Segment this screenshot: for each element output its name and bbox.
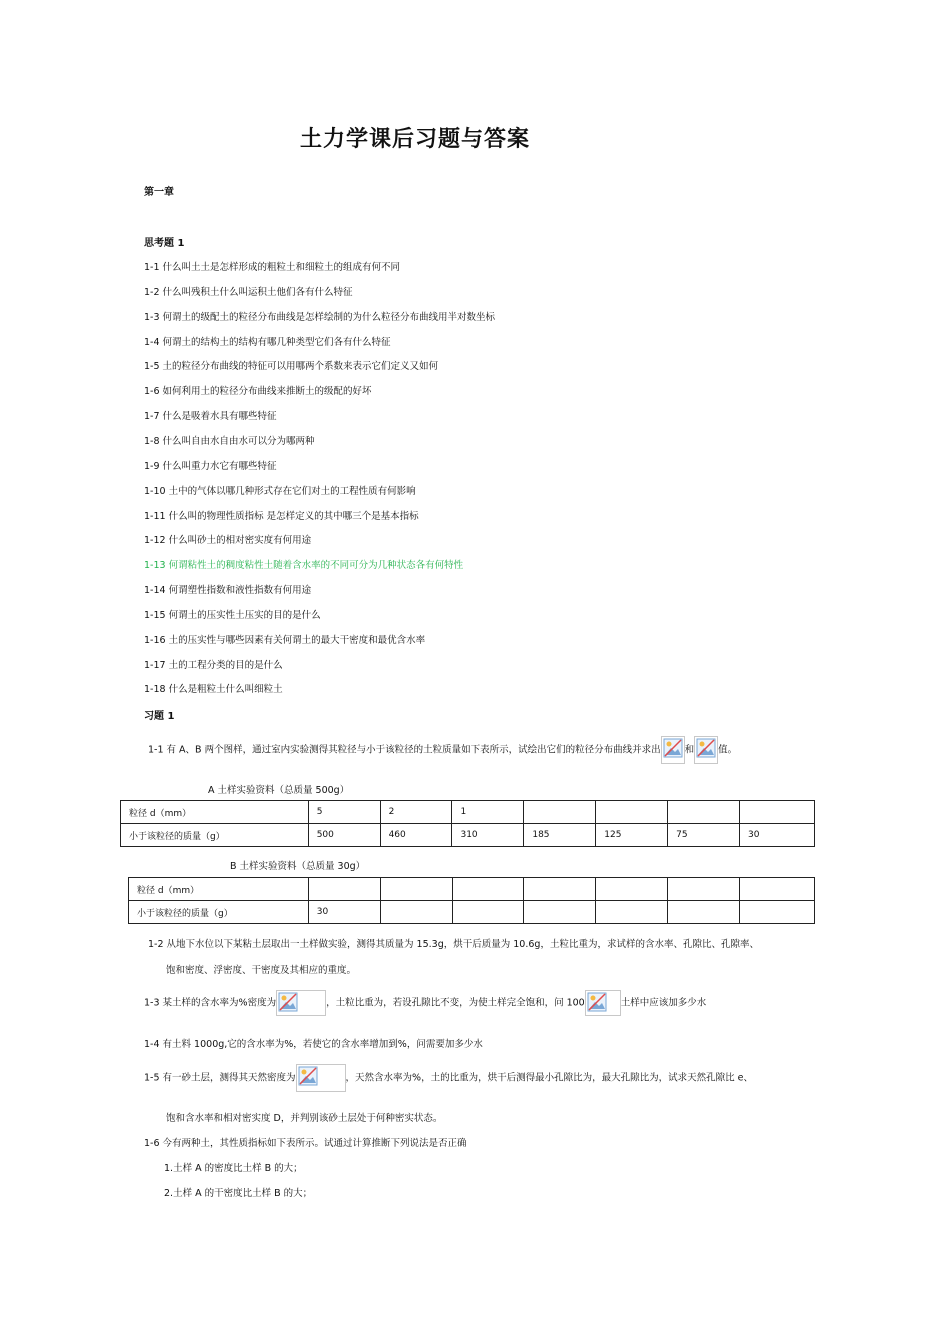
table-b-caption: B 土样实验资料（总质量 30g） (230, 861, 366, 872)
exercise-1-5-line2: 饱和含水率和相对密实度 D，并判别该砂土层处于何种密实状态。 (166, 1113, 443, 1124)
question-item: 1-13 何谓粘性土的稠度粘性土随着含水率的不同可分为几种状态各有何特性 (144, 560, 464, 571)
exercise-1-5-text-a: 1-5 有一砂土层，测得其天然密度为 (144, 1072, 296, 1084)
table-cell: 75 (668, 824, 740, 847)
question-item: 1-7 什么是吸着水具有哪些特征 (144, 411, 277, 422)
question-item: 1-10 土中的气体以哪几种形式存在它们对土的工程性质有何影响 (144, 486, 416, 497)
table-cell (524, 878, 596, 901)
table-row (121, 801, 815, 824)
table-cell (380, 901, 452, 924)
exercise-1-3-text-c: 土样中应该加多少水 (620, 997, 707, 1009)
table-cell (452, 878, 524, 901)
exercise-1-5 (144, 1064, 753, 1092)
chapter-heading: 第一章 (144, 187, 174, 198)
table-cell: 460 (380, 824, 452, 847)
questions-heading: 思考题 1 (144, 238, 185, 249)
table-cell (668, 801, 740, 824)
table-cell: 粒径 d（mm） (121, 801, 309, 824)
table-cell (524, 901, 596, 924)
table-cell: 小于该粒径的质量（g） (129, 901, 309, 924)
image-placeholder-icon (585, 990, 621, 1016)
exercise-1-3 (144, 990, 706, 1016)
table-cell: 1 (452, 801, 524, 824)
image-placeholder-icon (694, 736, 718, 764)
table-cell (596, 801, 668, 824)
table-cell: 30 (308, 901, 380, 924)
question-item: 1-1 什么叫土土是怎样形成的粗粒土和细粒土的组成有何不同 (144, 262, 401, 273)
exercise-1-6: 1-6 今有两种土，其性质指标如下表所示。试通过计算推断下列说法是否正确 (144, 1138, 467, 1149)
table-cell: 30 (740, 824, 815, 847)
exercise-1-6-item-2: 2.土样 A 的干密度比土样 B 的大； (164, 1188, 313, 1199)
exercise-1-1-text: 1-1 有 A、B 两个图样，通过室内实验测得其粒径与小于该粒径的土粒质量如下表所示，试绘出它们的粒径分布曲线并求出 (148, 744, 661, 756)
table-cell (452, 901, 524, 924)
exercises-heading: 习题 1 (144, 711, 175, 722)
table-cell: 125 (596, 824, 668, 847)
question-item: 1-16 土的压实性与哪些因素有关何谓土的最大干密度和最优含水率 (144, 635, 426, 646)
table-cell (740, 801, 815, 824)
question-item: 1-11 什么叫的物理性质指标 是怎样定义的其中哪三个是基本指标 (144, 511, 419, 522)
table-cell (668, 878, 740, 901)
image-placeholder-icon (661, 736, 685, 764)
table-cell (524, 801, 596, 824)
question-item: 1-6 如何利用土的粒径分布曲线来推断土的级配的好坏 (144, 386, 372, 397)
table-cell (596, 878, 668, 901)
table-cell (308, 878, 380, 901)
question-item: 1-2 什么叫残积土什么叫运积土他们各有什么特征 (144, 287, 353, 298)
exercise-1-3-text-b: ，土粒比重为，若设孔隙比不变，为使土样完全饱和，问 100 (326, 997, 585, 1009)
table-cell: 小于该粒径的质量（g） (121, 824, 309, 847)
question-item: 1-8 什么叫自由水自由水可以分为哪两种 (144, 436, 315, 447)
exercise-1-2-line2: 饱和密度、浮密度、干密度及其相应的重度。 (166, 965, 357, 976)
image-placeholder-icon (276, 990, 326, 1016)
table-cell (596, 901, 668, 924)
page-title: 土力学课后习题与答案 (300, 127, 531, 152)
table-row (129, 901, 815, 924)
exercise-1-1 (148, 736, 737, 764)
exercise-1-5-text-b: ，天然含水率为%，土的比重为，烘干后测得最小孔隙比为，最大孔隙比为，试求天然孔隙比 e、 (345, 1072, 753, 1084)
image-placeholder-icon (296, 1064, 346, 1092)
question-item: 1-5 土的粒径分布曲线的特征可以用哪两个系数来表示它们定义又如何 (144, 361, 439, 372)
question-item: 1-14 何谓塑性指数和液性指数有何用途 (144, 585, 312, 596)
table-cell (668, 901, 740, 924)
exercise-1-4: 1-4 有土料 1000g,它的含水率为%，若使它的含水率增加到%，问需要加多少水 (144, 1039, 483, 1050)
table-b (128, 877, 815, 924)
table-row (121, 824, 815, 847)
table-row (129, 878, 815, 901)
exercise-1-2-line1: 1-2 从地下水位以下某粘土层取出一土样做实验，测得其质量为 15.3g，烘干后质量为 10.6g，土粒比重为，求试样的含水率、孔隙比、孔隙率、 (148, 939, 759, 950)
exercise-1-6-item-1: 1.土样 A 的密度比土样 B 的大； (164, 1163, 303, 1174)
table-a (120, 800, 815, 847)
table-cell: 185 (524, 824, 596, 847)
exercise-1-3-text-a: 1-3 某土样的含水率为%密度为 (144, 997, 277, 1009)
question-item: 1-18 什么是粗粒土什么叫细粒土 (144, 684, 283, 695)
question-item: 1-17 土的工程分类的目的是什么 (144, 660, 283, 671)
table-cell: 500 (308, 824, 380, 847)
question-item: 1-12 什么叫砂土的相对密实度有何用途 (144, 535, 312, 546)
question-item: 1-3 何谓土的级配土的粒径分布曲线是怎样绘制的为什么粒径分布曲线用半对数坐标 (144, 312, 496, 323)
table-a-caption: A 土样实验资料（总质量 500g） (208, 785, 350, 796)
table-cell (740, 878, 815, 901)
table-cell: 310 (452, 824, 524, 847)
table-cell: 粒径 d（mm） (129, 878, 309, 901)
exercise-1-1-and: 和 (684, 744, 695, 756)
exercise-1-1-end: 值。 (718, 744, 738, 756)
question-item: 1-15 何谓土的压实性土压实的目的是什么 (144, 610, 321, 621)
question-item: 1-4 何谓土的结构土的结构有哪几种类型它们各有什么特征 (144, 337, 391, 348)
table-cell: 2 (380, 801, 452, 824)
question-item: 1-9 什么叫重力水它有哪些特征 (144, 461, 277, 472)
table-cell: 5 (308, 801, 380, 824)
table-cell (380, 878, 452, 901)
table-cell (740, 901, 815, 924)
